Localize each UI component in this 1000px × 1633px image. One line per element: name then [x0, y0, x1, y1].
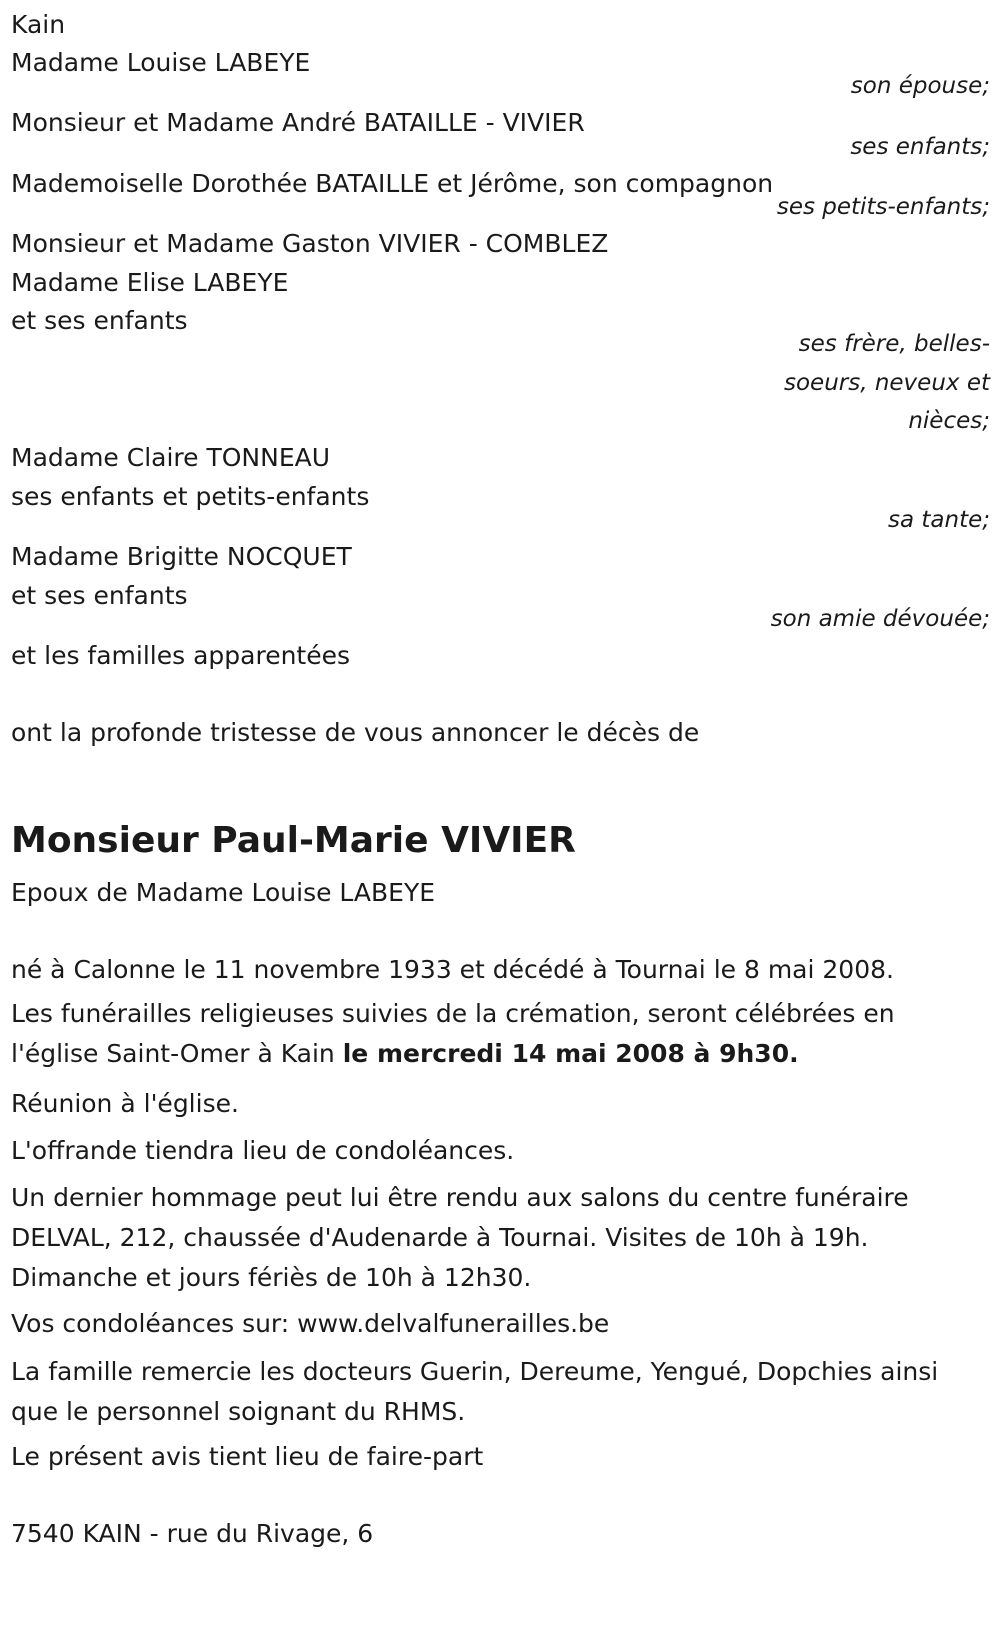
family-member-name: et ses enfants: [11, 306, 188, 335]
family-member-name: Monsieur et Madame Gaston VIVIER - COMBLEZ: [11, 229, 609, 258]
deceased-name: Monsieur Paul-Marie VIVIER: [11, 820, 576, 861]
family-relation: ses enfants;: [850, 134, 990, 160]
families-line: et les familles apparentées: [11, 641, 351, 670]
family-member-name: et ses enfants: [11, 581, 188, 610]
homage: Un dernier hommage peut lui être rendu aux salons du centre funéraire DELVAL, 212, chaussée d'Audenarde à Tournai. Visites de 10h à 19h. Dimanche et jours fériès de 10h à 12h30.: [11, 1183, 909, 1292]
announcement: ont la profonde tristesse de vous annoncer le décès de: [11, 718, 700, 747]
family-relation: soeurs, neveux et: [783, 370, 990, 396]
reunion: Réunion à l'église.: [11, 1089, 239, 1118]
address: 7540 KAIN - rue du Rivage, 6: [11, 1519, 374, 1548]
birth-death: né à Calonne le 11 novembre 1933 et décédé à Tournai le 8 mai 2008.: [11, 955, 894, 984]
thanks: La famille remercie les docteurs Guerin, Dereume, Yengué, Dopchies ainsi que le personnel soignant du RHMS.: [11, 1357, 939, 1426]
family-member-name: Madame Brigitte NOCQUET: [11, 542, 352, 571]
spouse-line: Epoux de Madame Louise LABEYE: [11, 878, 436, 907]
funeral-date: le mercredi 14 mai 2008 à 9h30.: [342, 1039, 799, 1068]
funeral-text: Les funérailles religieuses suivies de la crémation, seront célébrées en l'église Saint-Omer à Kain: [11, 999, 895, 1068]
family-relation: nièces;: [908, 408, 990, 434]
family-relation: ses petits-enfants;: [776, 194, 990, 220]
family-relation: ses frère, belles-: [798, 331, 990, 357]
location: Kain: [11, 10, 66, 39]
family-member-name: Madame Claire TONNEAU: [11, 443, 331, 472]
family-relation: son épouse;: [850, 73, 990, 99]
family-member-name: Monsieur et Madame André BATAILLE - VIVIER: [11, 108, 585, 137]
family-relation: sa tante;: [888, 507, 990, 533]
offering: L'offrande tiendra lieu de condoléances.: [11, 1136, 515, 1165]
notice: Le présent avis tient lieu de faire-part: [11, 1442, 484, 1471]
family-member-name: Madame Elise LABEYE: [11, 268, 289, 297]
funeral-details: [11, 994, 986, 1074]
family-relation: son amie dévouée;: [770, 606, 990, 632]
family-member-name: Madame Louise LABEYE: [11, 48, 311, 77]
condolences: Vos condoléances sur: www.delvalfunerailles.be: [11, 1309, 610, 1338]
family-member-name: Mademoiselle Dorothée BATAILLE et Jérôme, son compagnon: [11, 169, 774, 198]
family-member-name: ses enfants et petits-enfants: [11, 482, 370, 511]
